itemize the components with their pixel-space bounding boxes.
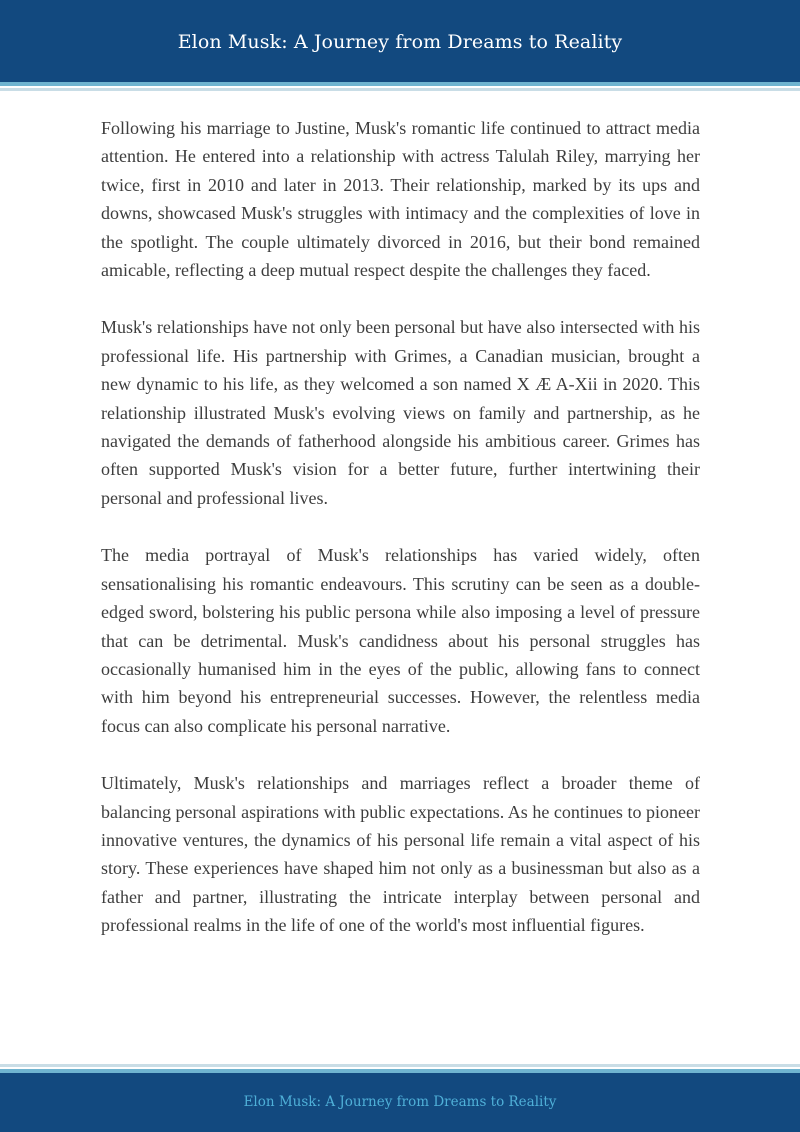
document-body (101, 114, 700, 969)
paragraph: Following his marriage to Justine, Musk's romantic life continued to attract media attention. He entered into a relationship with actress Talulah Riley, marrying her twice, first in 2010 and later in 2013. Their relationship, marked by its ups and downs, showcased Musk's struggles with intimacy and the complexities of love in the spotlight. The couple ultimately divorced in 2016, but their bond remained amicable, reflecting a deep mutual respect despite the challenges they faced. (101, 118, 700, 281)
paragraph: Ultimately, Musk's relationships and marriages reflect a broader theme of balancing personal aspirations with public expectations. As he continues to pioneer innovative ventures, the dynamics of his personal life remain a vital aspect of his story. These experiences have shaped him not only as a businessman but also as a father and partner, illustrating the intricate interplay between personal and professional realms in the life of one of the world's most influential figures. (101, 773, 700, 936)
paragraph: Musk's relationships have not only been personal but have also intersected with his professional life. His partnership with Grimes, a Canadian musician, brought a new dynamic to his life, as they welcomed a son named X Æ A-Xii in 2020. This relationship illustrated Musk's evolving views on family and partnership, as he navigated the demands of fatherhood alongside his ambitious career. Grimes has often supported Musk's vision for a better future, further intertwining their personal and professional lives. (101, 317, 700, 508)
paragraph: The media portrayal of Musk's relationships has varied widely, often sensationalising his romantic endeavours. This scrutiny can be seen as a double-edged sword, bolstering his public persona while also imposing a level of pressure that can be detrimental. Musk's candidness about his personal struggles has occasionally humanised him in the eyes of the public, allowing fans to connect with him beyond his entrepreneurial successes. However, the relentless media focus can also complicate his personal narrative. (101, 545, 700, 736)
footer-title: Elon Musk: A Journey from Dreams to Reality (243, 1094, 557, 1110)
header-title: Elon Musk: A Journey from Dreams to Reality (177, 31, 623, 53)
page-footer (0, 1073, 800, 1132)
header-light-rule (0, 88, 800, 91)
page-header (0, 0, 800, 82)
